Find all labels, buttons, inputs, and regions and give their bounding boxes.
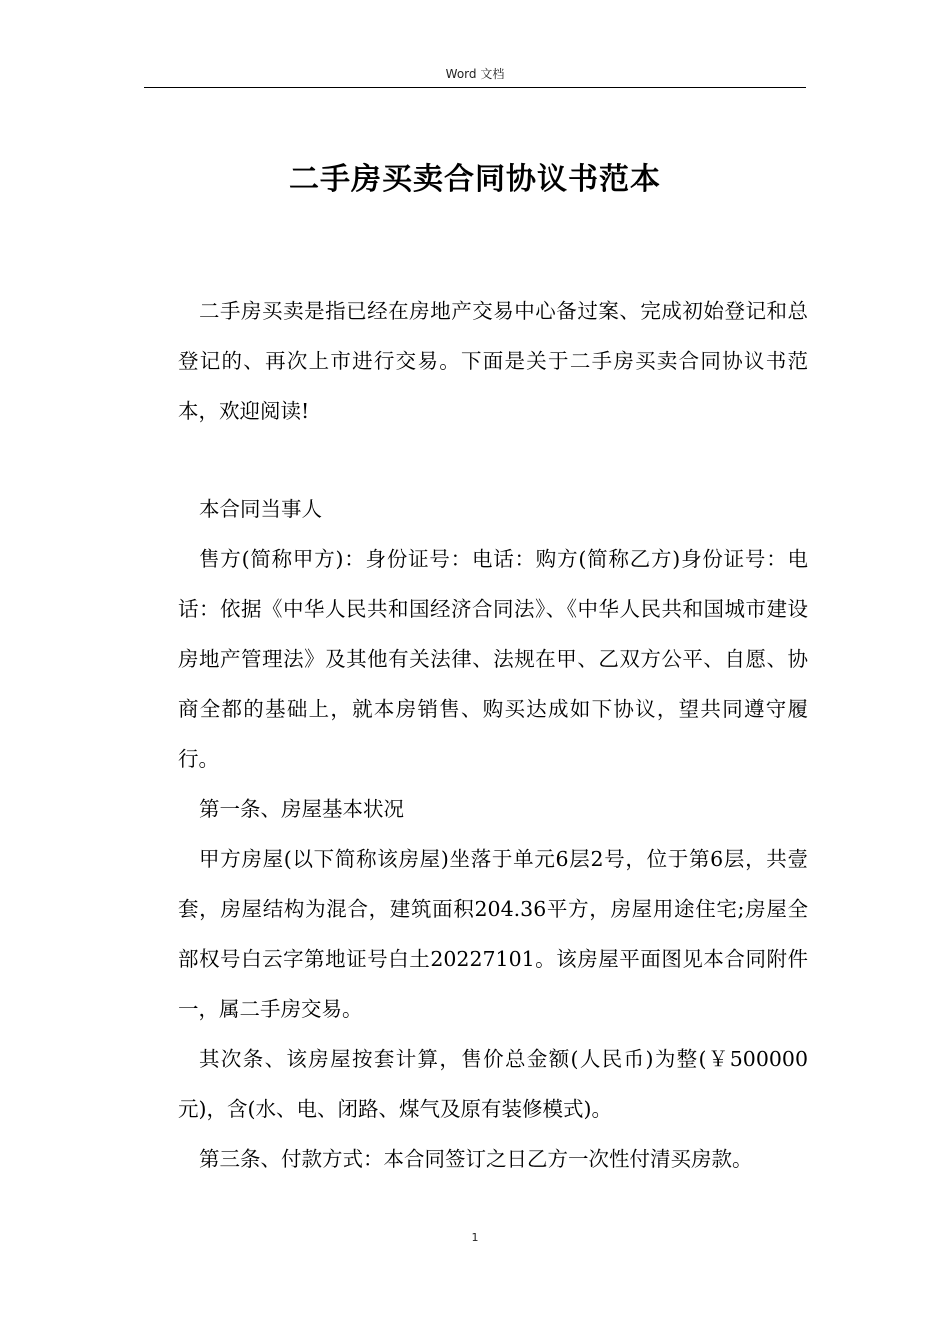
article-2-paragraph: 其次条、该房屋按套计算，售价总金额(人民币)为整(￥500000元)，含(水、电、闭路、煤气及原有装修模式)。 bbox=[178, 1047, 808, 1121]
page-number: 1 bbox=[471, 1231, 479, 1244]
article-3-paragraph: 第三条、付款方式：本合同签订之日乙方一次性付清买房款。 bbox=[199, 1147, 753, 1171]
parties-paragraph: 售方(简称甲方)：身份证号：电话：购方(简称乙方)身份证号：电话：依据《中华人民共和国经济合同法》、《中华人民共和国城市建设房地产管理法》及其他有关法律、法规在甲、乙双方公平、自愿、协商全都的基础上，就本房销售、购买达成如下协议，望共同遵守履行。 bbox=[178, 547, 808, 771]
article-1-heading: 第一条、房屋基本状况 bbox=[199, 797, 404, 821]
intro-paragraph: 二手房买卖是指已经在房地产交易中心备过案、完成初始登记和总登记的、再次上市进行交易。下面是关于二手房买卖合同协议书范本，欢迎阅读! bbox=[178, 299, 808, 423]
page-header: Word 文档 bbox=[445, 67, 505, 81]
header-divider bbox=[144, 87, 806, 88]
article-1-paragraph: 甲方房屋(以下简称该房屋)坐落于单元6层2号，位于第6层，共壹套，房屋结构为混合，建筑面积204.36平方，房屋用途住宅;房屋全部权号白云字第地证号白土20227101。该房屋平面图见本合同附件一，属二手房交易。 bbox=[178, 847, 808, 1021]
document-body bbox=[178, 286, 808, 1184]
document-title: 二手房买卖合同协议书范本 bbox=[289, 162, 661, 197]
parties-heading: 本合同当事人 bbox=[199, 497, 322, 521]
